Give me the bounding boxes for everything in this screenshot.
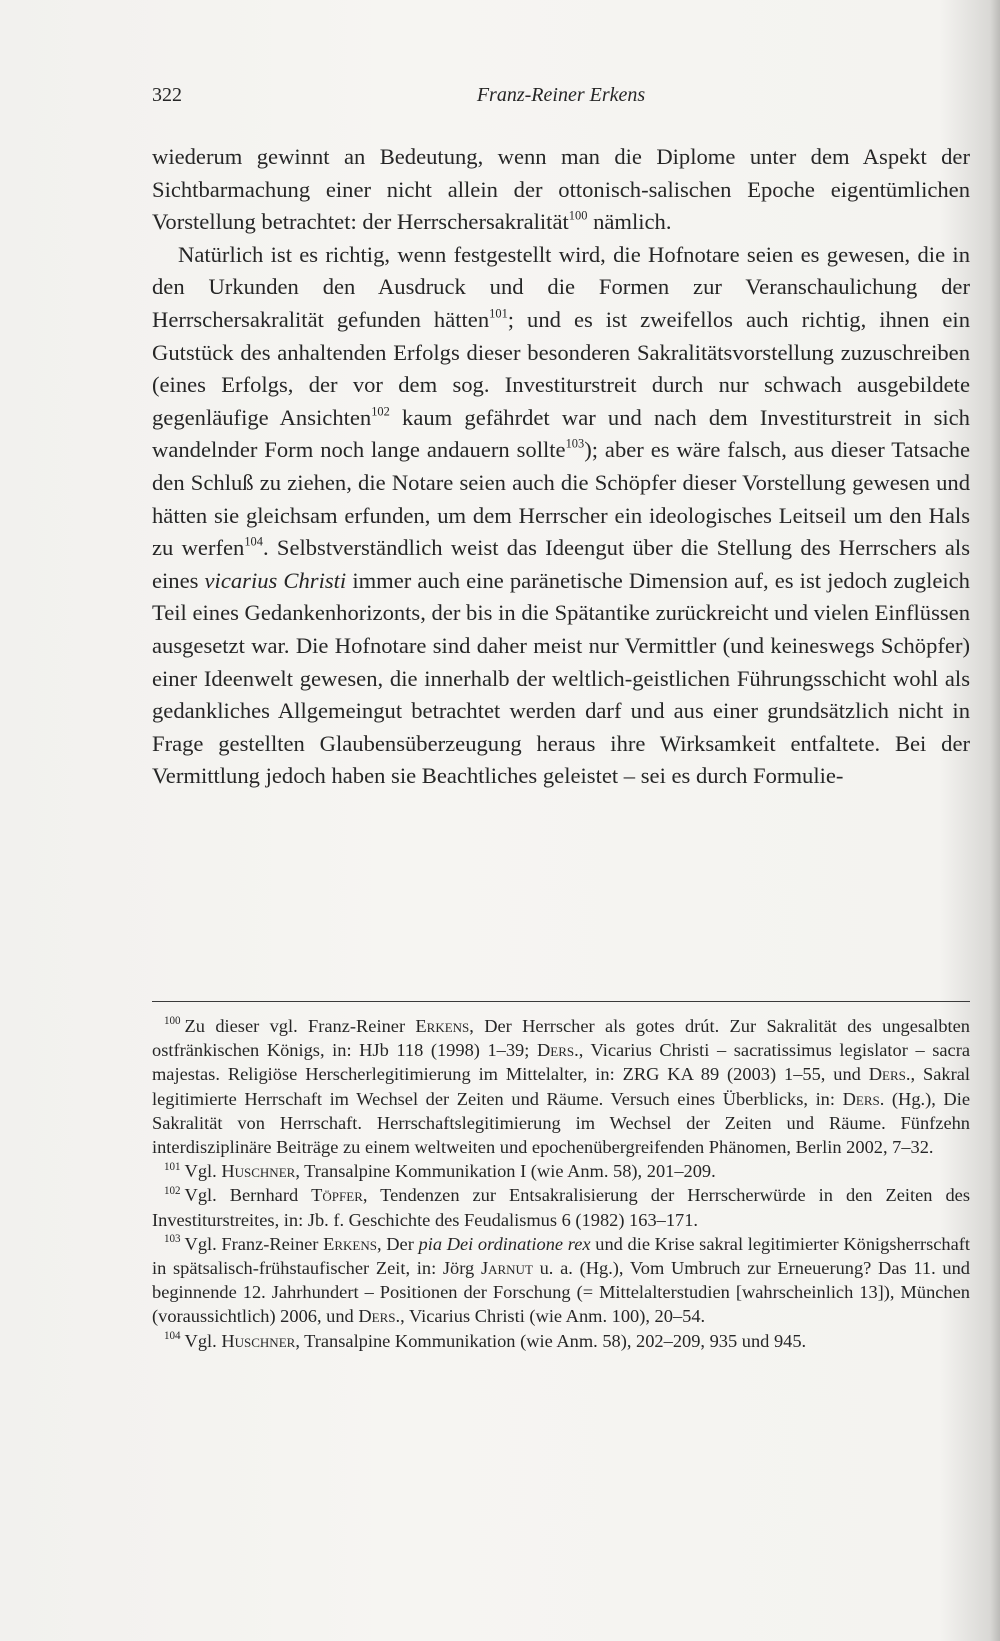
main-text (152, 141, 970, 793)
text-run: ., Vicarius Christi – sacratissimus legislator – sacra majestas. Religiöse Herscherlegitimierung im Mittelalter, in: ZRG KA 89 (2003) 1–55, und (152, 1040, 970, 1085)
author-name: Huschner (221, 1330, 296, 1351)
text-run: , Tendenzen zur Entsakralisierung der Herrscherwürde in den Zeiten des Investiturstreites, in: Jb. f. Geschichte des Feudalismus 6 (1982) 163–171. (152, 1185, 970, 1230)
footnote-104 (152, 1329, 970, 1353)
text-run: , Transalpine Kommunikation (wie Anm. 58), 202–209, 935 und 945. (295, 1330, 807, 1351)
footnote-102 (152, 1183, 970, 1231)
text-run: . Selbstverständlich weist das Ideengut über die Stellung des Herrschers als eines (152, 535, 970, 593)
text-run: Vgl. Bernhard (184, 1185, 312, 1206)
text-run: nämlich. (587, 209, 672, 235)
page-header (152, 84, 970, 118)
author-name: Ders (842, 1088, 880, 1109)
footnote-number: 103 (164, 1233, 181, 1246)
text-run: u. a. (Hg.), Vom Umbruch zur Erneuerung? Das 11. und beginnende 12. Jahrhundert – Positionen der Forschung (= Mittelalterstudien [wahrscheinlich 13]), München (voraussichtlich) 2006, und (152, 1258, 970, 1327)
text-run: immer auch eine paränetische Dimension auf, es ist jedoch zugleich Teil eines Gedankenhorizonts, der bis in die Spätantike zurückreicht und vielen Einflüssen ausgesetzt war. Die Hofnotare sind daher meist nur Vermittler (und keineswegs Schöpfer) einer Ideenwelt gewesen, die innerhalb der weltlich-geistlichen Führungsschicht wohl als gedankliches Allgemeingut betrachtet werden darf und aus einer grundsätzlich nicht in Frage gestellten Glaubensüberzeugung heraus ihre Wirksamkeit entfaltete. Bei der Vermittlung jedoch haben sie Beachtliches geleistet – sei es durch Formulie- (152, 567, 970, 789)
text-run: . (Hg.), Die Sakralität von Herrschaft. Herrschaftslegitimierung im Wechsel der Zeiten und Räume. Fünfzehn interdisziplinäre Beiträge zu einem weltweiten und epochenübergreifenden Phänomen, Berlin 2002, 7–32. (152, 1088, 970, 1158)
footnote-number: 101 (164, 1160, 181, 1173)
italic-term: vicarius Christi (204, 567, 347, 593)
text-run: Vgl. Franz-Reiner (184, 1233, 324, 1254)
author-name: Töpfer (311, 1185, 363, 1206)
author-name: Erkens (323, 1233, 377, 1254)
text-run: Vgl. (184, 1161, 222, 1182)
footnote-ref-101: 101 (489, 306, 508, 321)
text-run: ., Vicarius Christi (wie Anm. 100), 20–54. (395, 1306, 706, 1327)
footnote-ref-102: 102 (371, 404, 390, 419)
footnote-101 (152, 1159, 970, 1183)
author-name: Erkens (415, 1016, 470, 1036)
text-run: Zu dieser vgl. Franz-Reiner (184, 1016, 416, 1036)
footnote-number: 100 (164, 1015, 181, 1028)
footnote-100 (152, 1014, 970, 1159)
author-name: Huschner (221, 1161, 296, 1182)
text-run: kaum gefährdet war und nach dem Investiturstreit in sich wandelnder Form noch lange andauern sollte (152, 404, 970, 463)
author-name: Ders (868, 1064, 906, 1085)
author-name: Jarnut (480, 1258, 533, 1279)
author-name: Ders (358, 1306, 396, 1327)
footnote-separator (152, 1001, 970, 1002)
text-run: , Der Herrscher als gotes drút. Zur Sakralität des ungesalbten ostfränkischen Königs, in: HJb 118 (1998) 1–39; (152, 1016, 970, 1061)
text-run: ., Sakral legitimierte Herrschaft im Wechsel der Zeiten und Räume. Versuch eines Überblicks, in: (152, 1064, 970, 1109)
text-run: Vgl. (184, 1330, 222, 1351)
text-run: , Der (376, 1233, 419, 1254)
footnote-ref-100: 100 (568, 208, 588, 223)
text-run: ; und es ist zweifellos auch richtig, ihnen ein Gutstück des anhaltenden Erfolgs dieser besonderen Sakralitätsvorstellung zuzuschreiben (eines Erfolgs, der vor dem sog. Investiturstreit durch nur schwach ausgebildete gegenläufige Ansichten (152, 306, 971, 430)
footnote-103 (152, 1232, 970, 1329)
page-number: 322 (152, 84, 182, 106)
paragraph-2 (152, 239, 970, 793)
text-run: und die Krise sakral legitimierter Königsherrschaft in spätsalisch-frühstaufischer Zeit, in: Jörg (152, 1233, 970, 1279)
text-run: wiederum gewinnt an Bedeutung, wenn man die Diplome unter dem Aspekt der Sichtbarmachung einer nicht allein der ottonisch-salischen Epoche eigentümlichen Vorstellung betrachtet: der Herrschersakralität (152, 144, 970, 235)
footnotes (152, 1014, 970, 1353)
paragraph-1 (152, 141, 970, 239)
text-run: ); aber es wäre falsch, aus dieser Tatsache den Schluß zu ziehen, die Notare seien auch die Schöpfer dieser Vorstellung gewesen und hätten sie gleichsam erfunden, um dem Herrscher ein ideologisches Leitseil um den Hals zu werfen (152, 437, 971, 561)
text-run: , Transalpine Kommunikation I (wie Anm. 58), 201–209. (295, 1161, 716, 1182)
text-run: Natürlich ist es richtig, wenn festgestellt wird, die Hofnotare seien es gewesen, die in den Urkunden den Ausdruck und die Formen zur Veranschaulichung der Herrschersakralität gefunden hätten (152, 241, 970, 332)
footnote-number: 102 (164, 1184, 181, 1197)
footnote-number: 104 (164, 1329, 181, 1342)
author-name: Ders (536, 1040, 575, 1061)
running-head: Franz-Reiner Erkens (476, 84, 646, 106)
italic-title: pia Dei ordinatione rex (418, 1233, 591, 1254)
footnote-ref-103: 103 (565, 437, 585, 452)
footnote-ref-104: 104 (244, 534, 263, 549)
